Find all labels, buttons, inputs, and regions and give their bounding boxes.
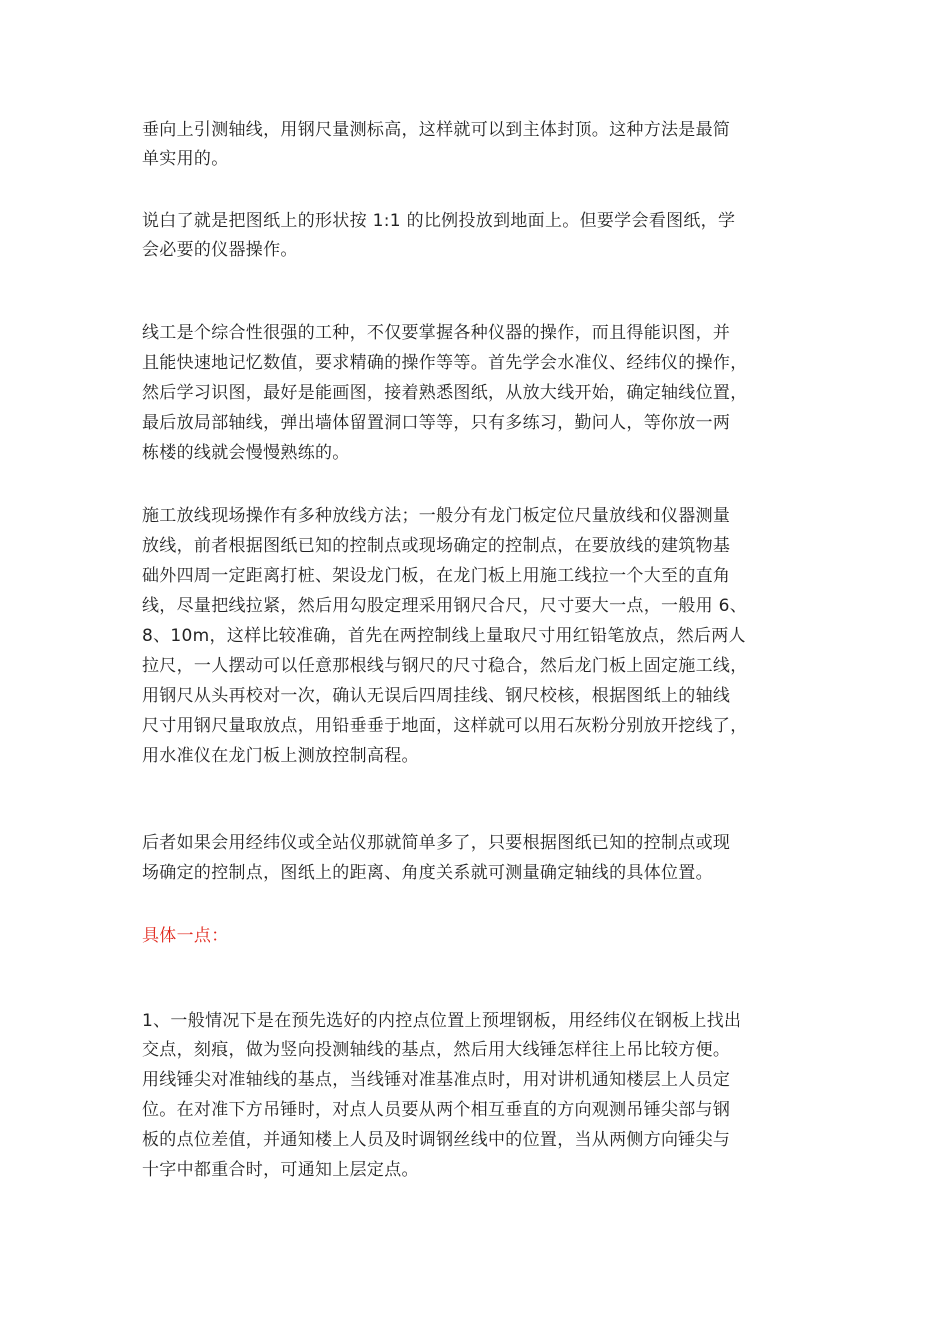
paragraph-4-line-8: 尺寸用钢尺量取放点，用铅垂垂于地面，这样就可以用石灰粉分别放开挖线了，	[142, 716, 748, 736]
paragraph-4-line-2: 放线，前者根据图纸已知的控制点或现场确定的控制点，在要放线的建筑物基	[142, 536, 731, 556]
section-heading: 具体一点：	[142, 926, 229, 946]
paragraph-4-line-7: 用钢尺从头再校对一次，确认无误后四周挂线、钢尺校核，根据图纸上的轴线	[142, 686, 731, 706]
paragraph-7-line-1: 1、一般情况下是在预先选好的内控点位置上预埋钢板，用经纬仪在钢板上找出	[142, 1011, 742, 1031]
paragraph-1-line-1: 垂向上引测轴线，用钢尺量测标高，这样就可以到主体封顶。这种方法是最简	[142, 120, 731, 140]
paragraph-7-line-2: 交点，刻痕，做为竖向投测轴线的基点，然后用大线锤怎样往上吊比较方便。	[142, 1040, 731, 1060]
paragraph-2-line-1: 说白了就是把图纸上的形状按 1:1 的比例投放到地面上。但要学会看图纸，学	[142, 211, 736, 231]
paragraph-3-line-5: 栋楼的线就会慢慢熟练的。	[142, 443, 350, 463]
paragraph-4-line-1: 施工放线现场操作有多种放线方法；一般分有龙门板定位尺量放线和仪器测量	[142, 506, 731, 526]
paragraph-3-line-2: 且能快速地记忆数值，要求精确的操作等等。首先学会水准仪、经纬仪的操作，	[142, 353, 748, 373]
paragraph-4-line-9: 用水准仪在龙门板上测放控制高程。	[142, 746, 419, 766]
paragraph-4-line-3: 础外四周一定距离打桩、架设龙门板，在龙门板上用施工线拉一个大至的直角	[142, 566, 731, 586]
paragraph-7-line-4: 位。在对准下方吊锤时，对点人员要从两个相互垂直的方向观测吊锤尖部与钢	[142, 1100, 731, 1120]
paragraph-3-line-3: 然后学习识图，最好是能画图，接着熟悉图纸，从放大线开始，确定轴线位置，	[142, 383, 748, 403]
paragraph-5-line-2: 场确定的控制点，图纸上的距离、角度关系就可测量确定轴线的具体位置。	[142, 863, 713, 883]
paragraph-1-line-2: 单实用的。	[142, 149, 229, 169]
paragraph-7-line-5: 板的点位差值，并通知楼上人员及时调钢丝线中的位置，当从两侧方向锤尖与	[142, 1130, 731, 1150]
paragraph-2-line-2: 会必要的仪器操作。	[142, 240, 298, 260]
paragraph-4-line-6: 拉尺，一人摆动可以任意那根线与钢尺的尺寸稳合，然后龙门板上固定施工线，	[142, 656, 748, 676]
paragraph-3-line-4: 最后放局部轴线，弹出墙体留置洞口等等，只有多练习，勤问人，等你放一两	[142, 413, 731, 433]
paragraph-5-line-1: 后者如果会用经纬仪或全站仪那就简单多了，只要根据图纸已知的控制点或现	[142, 833, 731, 853]
paragraph-7-line-6: 十字中都重合时，可通知上层定点。	[142, 1160, 419, 1180]
paragraph-4-line-4: 线，尽量把线拉紧，然后用勾股定理采用钢尺合尺，尺寸要大一点，一般用 6、	[142, 596, 748, 616]
paragraph-3-line-1: 线工是个综合性很强的工种，不仅要掌握各种仪器的操作，而且得能识图，并	[142, 323, 731, 343]
paragraph-4-line-5: 8、10m，这样比较准确，首先在两控制线上量取尺寸用红铅笔放点，然后两人	[142, 626, 746, 646]
paragraph-7-line-3: 用线锤尖对准轴线的基点，当线锤对准基准点时，用对讲机通知楼层上人员定	[142, 1070, 731, 1090]
